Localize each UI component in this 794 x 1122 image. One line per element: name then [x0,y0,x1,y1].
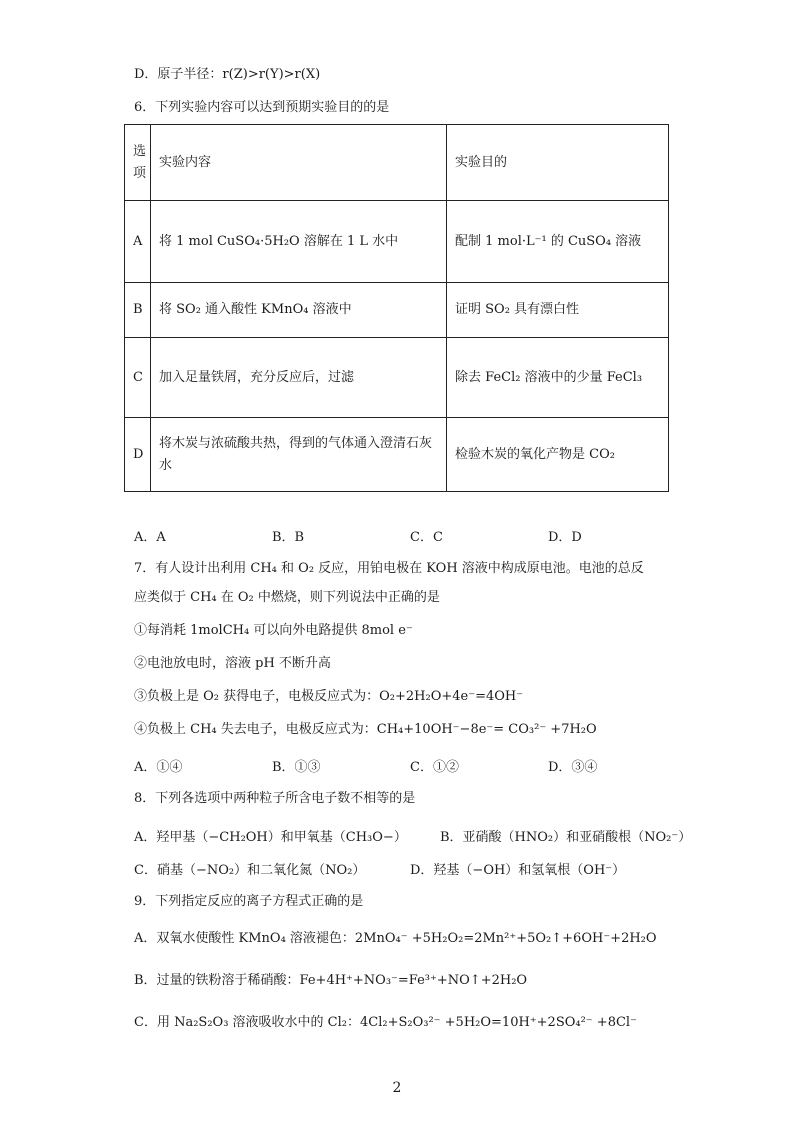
q6-option-a: A．A [134,530,166,545]
q7-option-c: C．①② [410,760,459,775]
row-content: 将 SO₂ 通入酸性 KMnO₄ 溶液中 [151,283,447,338]
q6-option-d: D．D [548,530,582,545]
q9-option-c: C．用 Na₂S₂O₃ 溶液吸收水中的 Cl₂：4Cl₂+S₂O₃²⁻ +5H₂O=10H⁺+2SO₄²⁻ +8Cl⁻ [134,1015,637,1030]
table-row [125,283,669,338]
q8-option-b: B．亚硝酸（HNO₂）和亚硝酸根（NO₂⁻） [440,830,692,845]
row-content: 将木炭与浓硫酸共热，得到的气体通入澄清石灰水 [151,418,447,492]
q9-option-b: B．过量的铁粉溶于稀硝酸：Fe+4H⁺+NO₃⁻=Fe³⁺+NO↑+2H₂O [134,973,528,988]
q7-statement-3: ③负极上是 O₂ 获得电子，电极反应式为：O₂+2H₂O+4e⁻=4OH⁻ [134,689,524,704]
q9-option-a: A．双氧水使酸性 KMnO₄ 溶液褪色：2MnO₄⁻ +5H₂O₂=2Mn²⁺+5O₂↑+6OH⁻+2H₂O [134,931,657,946]
q9-stem: 9．下列指定反应的离子方程式正确的是 [134,894,364,909]
row-purpose: 配制 1 mol·L⁻¹ 的 CuSO₄ 溶液 [447,201,669,283]
page-number: 2 [392,1080,402,1096]
table-row [125,201,669,283]
q6-option-b: B．B [272,530,305,545]
q6-option-c: C．C [410,530,443,545]
header-purpose: 实验目的 [447,125,669,201]
q7-statement-1: ①每消耗 1molCH₄ 可以向外电路提供 8mol e⁻ [134,623,413,638]
row-purpose: 证明 SO₂ 具有漂白性 [447,283,669,338]
q7-option-d: D．③④ [548,760,598,775]
row-option: A [125,201,151,283]
q6-experiment-table [124,124,669,492]
q5-option-d: D．原子半径：r(Z)>r(Y)>r(X) [134,67,321,82]
q6-stem: 6．下列实验内容可以达到预期实验目的的是 [134,100,390,115]
row-option: D [125,418,151,492]
header-option: 选项 [125,125,151,201]
row-purpose: 除去 FeCl₂ 溶液中的少量 FeCl₃ [447,338,669,418]
q8-stem: 8．下列各选项中两种粒子所含电子数不相等的是 [134,791,416,806]
table-header-row [125,125,669,201]
q8-option-c: C．硝基（−NO₂）和二氧化氮（NO₂） [134,863,366,878]
q7-stem-line1: 7．有人设计出利用 CH₄ 和 O₂ 反应，用铂电极在 KOH 溶液中构成原电池。电池的总反 [134,561,644,576]
row-content: 将 1 mol CuSO₄·5H₂O 溶解在 1 L 水中 [151,201,447,283]
table-row [125,338,669,418]
q7-statement-2: ②电池放电时，溶液 pH 不断升高 [134,656,331,671]
row-content: 加入足量铁屑，充分反应后，过滤 [151,338,447,418]
q7-option-a: A．①④ [134,760,183,775]
header-content: 实验内容 [151,125,447,201]
q7-option-b: B．①③ [272,760,321,775]
table-row [125,418,669,492]
row-purpose: 检验木炭的氧化产物是 CO₂ [447,418,669,492]
q7-stem-line2: 应类似于 CH₄ 在 O₂ 中燃烧，则下列说法中正确的是 [134,590,440,605]
q8-option-d: D．羟基（−OH）和氢氧根（OH⁻） [410,863,626,878]
row-option: C [125,338,151,418]
q7-statement-4: ④负极上 CH₄ 失去电子，电极反应式为：CH₄+10OH⁻−8e⁻= CO₃²⁻ +7H₂O [134,722,597,737]
row-option: B [125,283,151,338]
q8-option-a: A．羟甲基（−CH₂OH）和甲氧基（CH₃O−） [134,830,407,845]
